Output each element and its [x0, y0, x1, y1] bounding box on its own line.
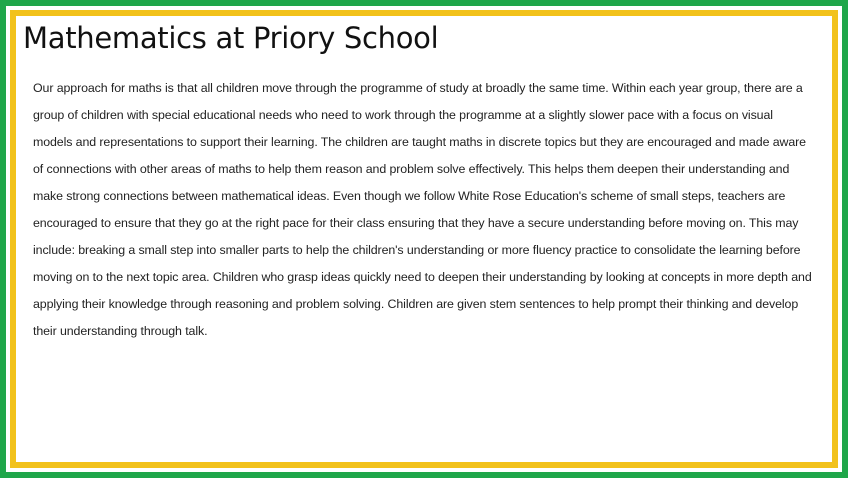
body-paragraph: Our approach for maths is that all children move through the programme of study at broadly the same time. Within each year group, there are a group of children with special educational needs who need to work through the programme at a slightly slower pace with a focus on visual models and representations to support their learning. The children are taught maths in discrete topics but they are encouraged and made aware of connections with other areas of maths to help them reason and problem solve effectively. This helps them deepen their understanding and make strong connections between mathematical ideas. Even though we follow White Rose Education's scheme of small steps, teachers are encouraged to ensure that they go at the right pace for their class ensuring that they have a secure understanding before moving on. This may include: breaking a small step into smaller parts to help the children's understanding or more fluency practice to consolidate the learning before moving on to the next topic area. Children who grasp ideas quickly need to deepen their understanding by looking at concepts in more depth and applying their knowledge through reasoning and problem solving. Children are given stem sentences to help prompt their thinking and develop their understanding through talk. — [33, 81, 812, 338]
page-title: Mathematics at Priory School — [23, 21, 439, 55]
